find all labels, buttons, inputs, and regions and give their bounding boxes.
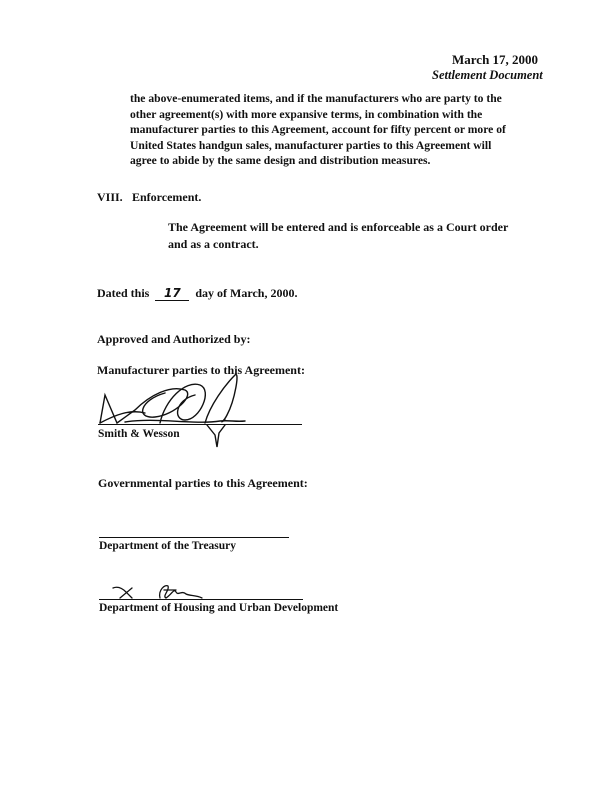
signature-line — [98, 424, 302, 425]
continuation-paragraph — [130, 91, 570, 169]
paragraph-line: other agreement(s) with more expansive terms, in combination with the — [130, 107, 483, 121]
signatory-name: Department of the Treasury — [99, 540, 237, 552]
signatory-name: Department of Housing and Urban Development — [99, 602, 339, 614]
paragraph-line: agree to abide by the same design and distribution measures. — [130, 154, 431, 168]
section-heading — [97, 190, 201, 205]
signature-line — [99, 599, 303, 600]
header-date: March 17, 2000 — [452, 52, 539, 67]
section-body-line: The Agreement will be entered and is enforceable as a Court order — [168, 220, 509, 234]
signatory-name: Smith & Wesson — [98, 428, 180, 440]
signature-stroke — [100, 389, 188, 423]
dated-prefix: Dated this — [97, 286, 150, 300]
dated-day-handwritten: 17 — [155, 287, 189, 301]
approval-heading: Approved and Authorized by: — [97, 332, 251, 346]
paragraph-line: manufacturer parties to this Agreement, account for fifty percent or more of — [130, 123, 506, 137]
signature-stroke — [113, 587, 132, 598]
section-number: VIII. — [97, 190, 123, 204]
signature-stroke — [205, 374, 237, 423]
signature-line — [99, 537, 289, 538]
manufacturer-heading: Manufacturer parties to this Agreement: — [97, 363, 305, 377]
paragraph-line: the above-enumerated items, and if the manufacturers who are party to the — [130, 92, 502, 105]
section-body — [168, 219, 508, 253]
dated-line — [97, 286, 297, 301]
governmental-heading: Governmental parties to this Agreement: — [98, 476, 308, 490]
section-title: Enforcement. — [132, 190, 202, 204]
paragraph-line: United States handgun sales, manufacturer parties to this Agreement will — [130, 138, 492, 152]
section-body-line: and as a contract. — [168, 237, 259, 251]
signature-stroke — [207, 425, 225, 447]
dated-suffix: day of March, 2000. — [195, 286, 298, 300]
signature-stroke — [160, 586, 202, 598]
header-document-label: Settlement Document — [432, 68, 543, 82]
